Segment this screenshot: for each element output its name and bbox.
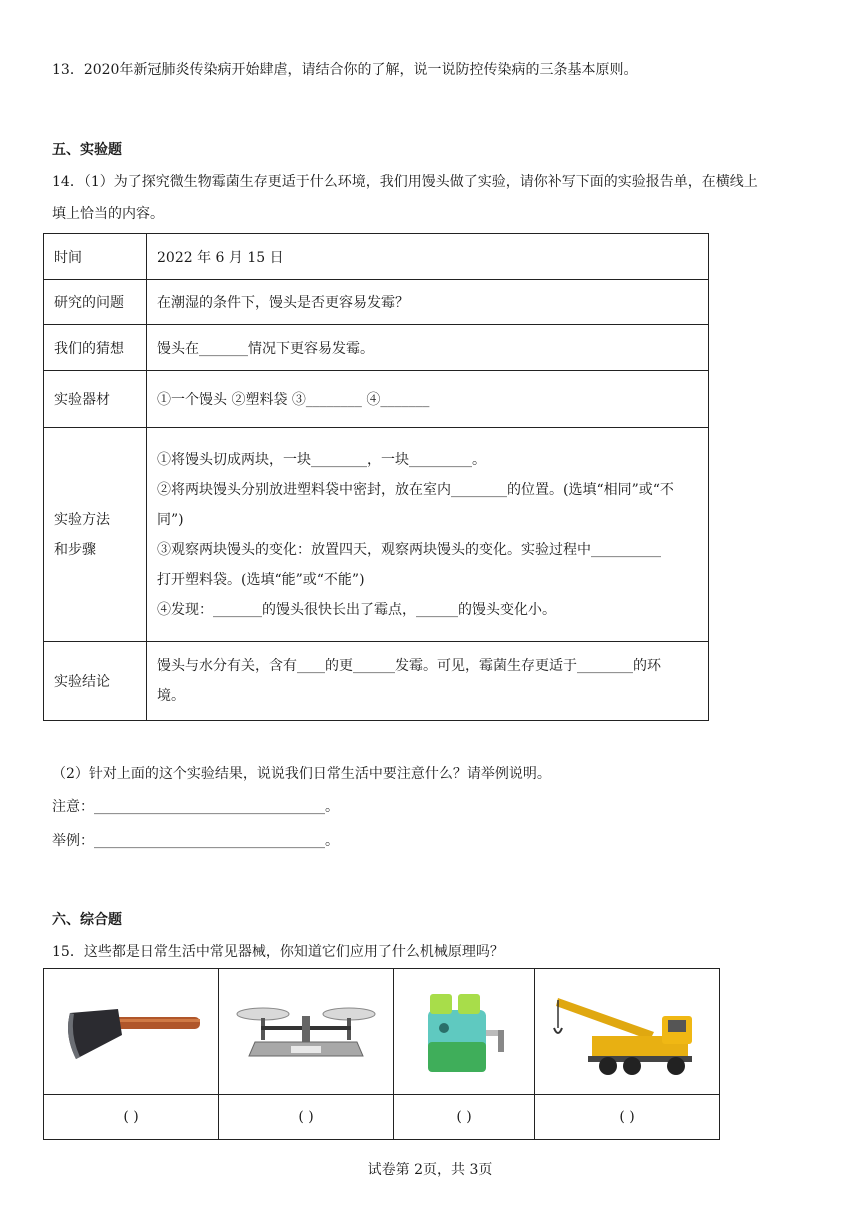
step-2: ②将两块馒头分别放进塑料袋中密封，放在室内________的位置。(选填“相同”或“不 xyxy=(157,481,674,498)
question-14-intro-cont: 填上恰当的内容。 xyxy=(52,206,164,222)
step-3: ③观察两块馒头的变化：放置四天，观察两块馒头的变化。实验过程中__________ xyxy=(157,541,661,558)
time-label: 时间 xyxy=(44,234,147,280)
question-13: 13．2020年新冠肺炎传染病开始肆虐，请结合你的了解，说一说防控传染病的三条基本原则。 xyxy=(52,62,638,78)
crane-truck-cell xyxy=(535,969,720,1095)
time-value: 2022 年 6 月 15 日 xyxy=(147,234,709,280)
table-row xyxy=(44,234,709,280)
conclusion-label: 实验结论 xyxy=(44,642,147,721)
conclusion-line1: 馒头与水分有关，含有____的更______发霉。可见，霉菌生存更适于________的环 xyxy=(157,658,661,674)
conclusion-value xyxy=(147,642,709,721)
answer-blank-crane[interactable]: ( ) xyxy=(535,1095,720,1140)
page-footer: 试卷第 2页，共 3页 xyxy=(367,1162,493,1178)
step-2-cont: 同”) xyxy=(157,511,184,528)
question-label: 研究的问题 xyxy=(44,280,147,325)
balance-scale-icon xyxy=(231,990,381,1070)
materials-value: ①一个馒头 ②塑料袋 ③________ ④_______ xyxy=(147,371,709,428)
method-label-line1: 实验方法 xyxy=(54,511,110,528)
table-row xyxy=(44,428,709,642)
answer-blank-axe[interactable]: ( ) xyxy=(44,1095,219,1140)
answer-blank-balance[interactable]: ( ) xyxy=(219,1095,394,1140)
question-14-intro: 14．（1）为了探究微生物霉菌生存更适于什么环境，我们用馒头做了实验，请你补写下面的实验报告单，在横线上 xyxy=(52,174,758,190)
pencil-sharpener-cell xyxy=(394,969,535,1095)
crane-truck-icon xyxy=(542,980,712,1080)
tools-table xyxy=(43,968,720,1140)
table-row xyxy=(44,1095,720,1140)
question-14-part-2: （2）针对上面的这个实验结果，说说我们日常生活中要注意什么？请举例说明。 xyxy=(52,766,551,782)
section-title-comprehensive: 六、综合题 xyxy=(52,912,122,928)
materials-label: 实验器材 xyxy=(44,371,147,428)
method-label-line2: 和步骤 xyxy=(54,541,96,558)
example-answer-line: 举例：_________________________________。 xyxy=(52,833,339,849)
method-steps xyxy=(147,428,709,642)
guess-value: 馒头在_______情况下更容易发霉。 xyxy=(147,325,709,371)
guess-label: 我们的猜想 xyxy=(44,325,147,371)
step-3-cont: 打开塑料袋。(选填“能”或“不能”) xyxy=(157,571,365,588)
step-4: ④发现：_______的馒头很快长出了霉点，______的馒头变化小。 xyxy=(157,601,556,618)
method-label xyxy=(44,428,147,642)
experiment-report-table xyxy=(43,233,709,721)
step-1: ①将馒头切成两块，一块________，一块_________。 xyxy=(157,451,486,468)
table-row xyxy=(44,280,709,325)
section-title-experiment: 五、实验题 xyxy=(52,142,122,158)
axe-cell xyxy=(44,969,219,1095)
pencil-sharpener-icon xyxy=(414,980,514,1080)
notice-answer-line: 注意：_________________________________。 xyxy=(52,799,339,815)
table-row xyxy=(44,371,709,428)
table-row xyxy=(44,325,709,371)
question-15: 15．这些都是日常生活中常见器械，你知道它们应用了什么机械原理吗？ xyxy=(52,944,504,960)
question-value: 在潮湿的条件下，馒头是否更容易发霉？ xyxy=(147,280,709,325)
table-row xyxy=(44,969,720,1095)
conclusion-line2: 境。 xyxy=(157,688,185,704)
balance-scale-cell xyxy=(219,969,394,1095)
table-row xyxy=(44,642,709,721)
axe-icon xyxy=(56,995,206,1065)
answer-blank-sharpener[interactable]: ( ) xyxy=(394,1095,535,1140)
